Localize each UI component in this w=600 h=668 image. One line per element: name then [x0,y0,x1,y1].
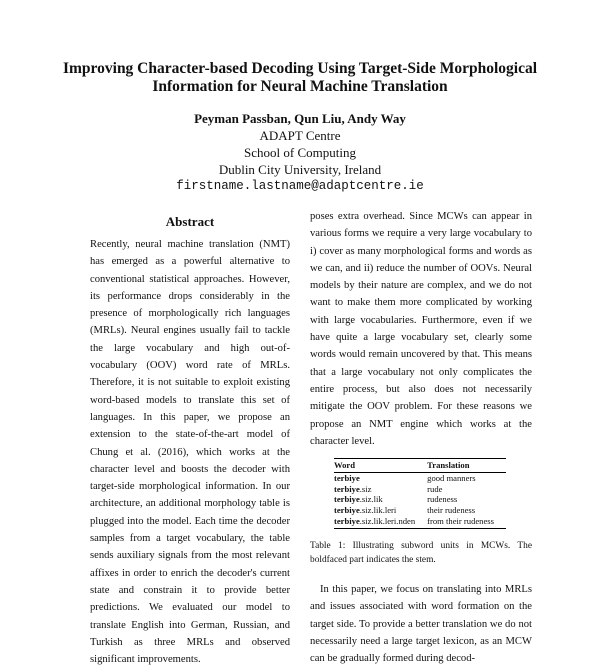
title-line-2: Information for Neural Machine Translation [152,78,448,95]
word-suffix: .siz [359,483,372,494]
word-cell [334,484,427,495]
translation-cell: from their rudeness [427,516,506,529]
column-header-translation: Translation [427,459,506,473]
table-row [334,505,506,516]
author-names: Peyman Passban, Qun Liu, Andy Way [194,111,406,126]
table-row [334,473,506,484]
column-header-word: Word [334,459,427,473]
subword-table [334,458,506,529]
affiliation-school: School of Computing [244,145,356,160]
intro-paragraph-2: In this paper, we focus on translating into MRLs and issues associated with word formation on the target side. To provide a better translation we do not necessarily need a large target lexicon, as an MCW can be gradually formed during decod- [310,584,532,665]
word-cell [334,505,427,516]
word-cell [334,516,427,529]
table-row [334,494,506,505]
word-stem: terbiye [334,473,360,484]
word-suffix: .siz.lik [359,494,383,505]
affiliation-university: Dublin City University, Ireland [218,162,382,177]
word-stem: terbiye [334,494,360,505]
author-block [100,110,500,195]
word-stem: terbiye [334,483,360,494]
translation-cell: good manners [427,473,476,484]
translation-cell: rudeness [427,494,458,505]
word-cell [334,473,427,484]
affiliation-centre: ADAPT Centre [259,128,341,143]
word-cell [334,494,427,505]
author-email: firstname.lastname@adaptcentre.ie [176,179,424,193]
table-caption: Table 1: Illustrating subword units in MCWs. The boldfaced part indicates the stem. [310,541,532,566]
word-suffix: .siz.lik.leri.nden [359,515,416,526]
paper-title [40,60,560,96]
table-row [334,484,506,495]
word-stem: terbiye [334,504,360,515]
translation-cell: their rudeness [427,504,476,515]
table-header-row [334,459,506,473]
title-line-1: Improving Character-based Decoding Using Target-Side Morphological [62,60,538,77]
right-column [310,208,532,668]
abstract-heading: Abstract [165,214,215,229]
intro-paragraph-1: poses extra overhead. Since MCWs can appear in various forms we require a very large vocabulary to i) cover as many morphological forms and words as we can, and ii) reduce the number of OOVs. Neural models by their nature are complex, and we do not want to make them more complicated by working with large vocabularies. Furthermore, even if we have quite a large vocabulary set, clearly some words would remain uncovered by that. This means that a large vocabulary not only complicates the entire process, but also does not necessarily mitigate the OOV problem. For these reasons we propose an NMT engine which works at the character level. [310,211,532,447]
translation-cell: rude [427,483,443,494]
table-row [334,516,506,529]
word-stem: terbiye [334,515,360,526]
word-suffix: .siz.lik.leri [359,504,397,515]
abstract-text: Recently, neural machine translation (NMT) has emerged as a powerful alternative to conventional statistical approaches. However, its performance drops considerably in the presence of morphologically rich languages (MRLs). Neural engines usually fail to tackle the large vocabulary and high out-of-vocabulary (OOV) word rate of MRLs. Therefore, it is not suitable to exploit existing word-based models to translate this set of languages. In this paper, we propose an extension to the state-of-the-art model of Chung et al. (2016), which works at the character level and boosts the decoder with target-side morphological information. In our architecture, an additional morphology table is plugged into the model. Each time the decoder samples from a target vocabulary, the table sends auxiliary signals from the most relevant affixes in order to enrich the decoder's current state and constrain it to provide better predictions. We evaluated our model to translate English into German, Russian, and Turkish as three MRLs and observed significant improvements. [90,239,290,666]
